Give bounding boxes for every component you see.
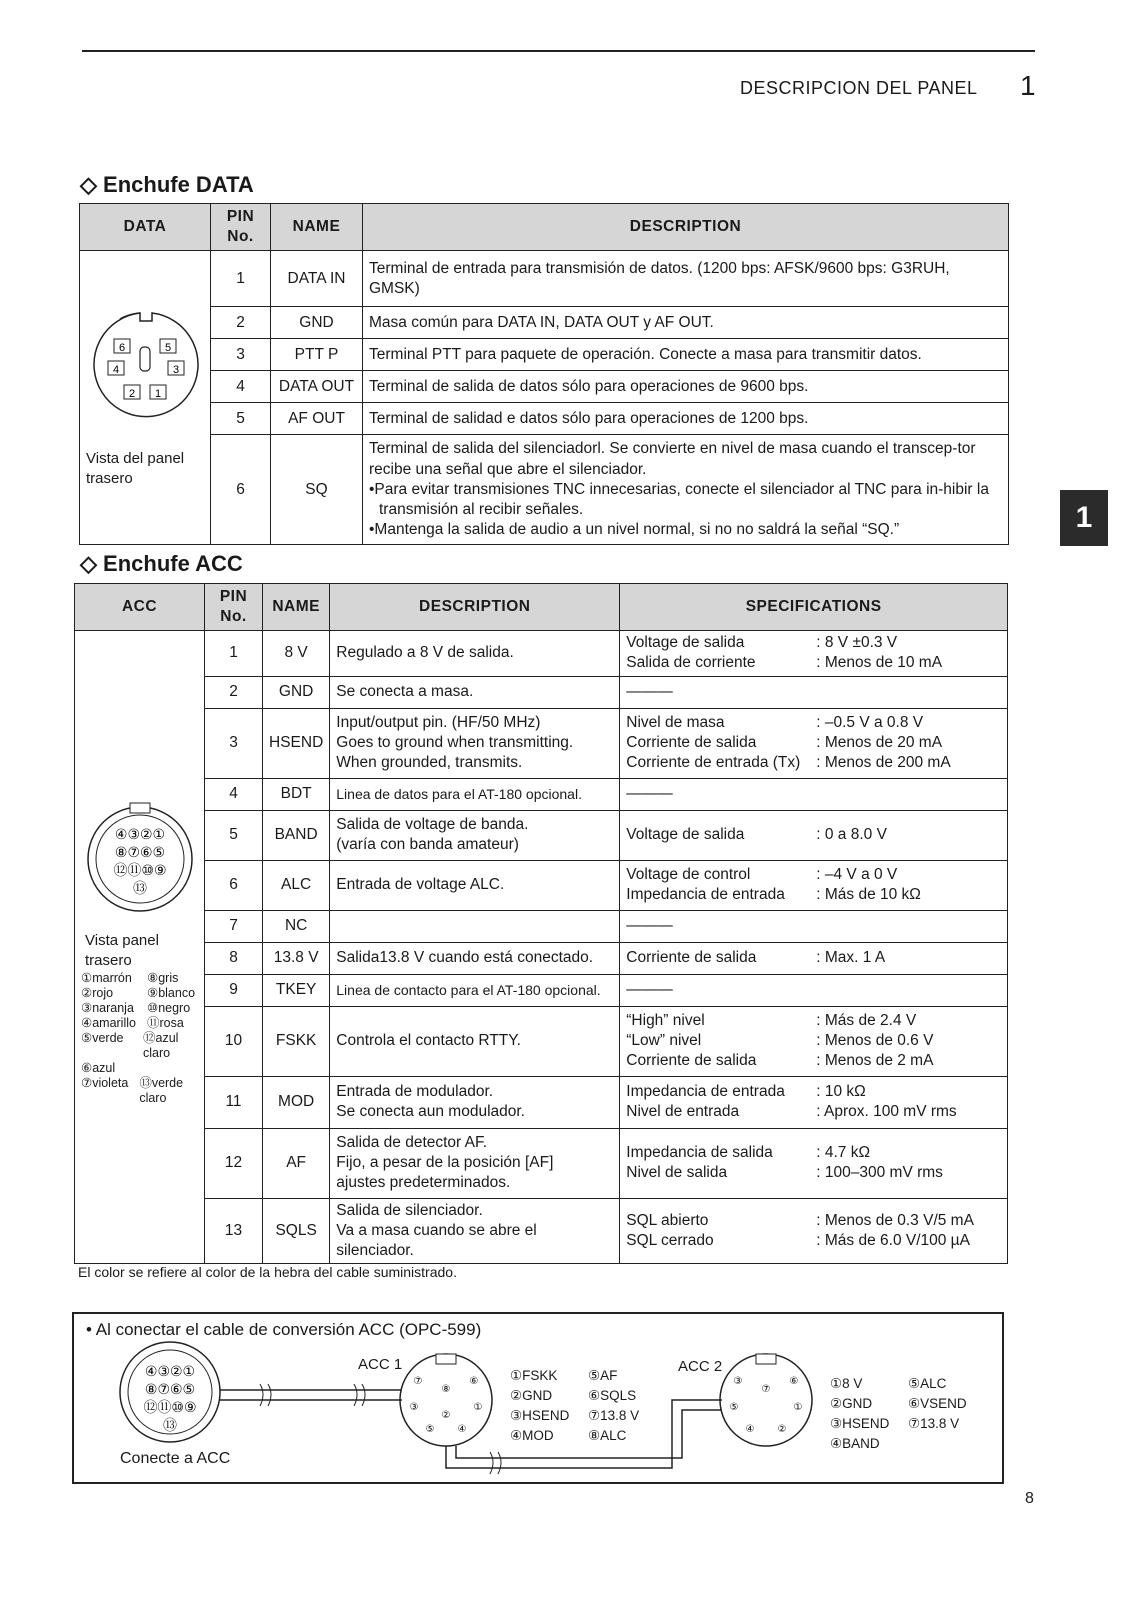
acc-row-pin: 2 [205,676,263,708]
acc-row-specification [620,810,1008,860]
acc-desc-line: Fijo, a pesar de la posición [AF] [336,1153,554,1171]
svg-text:⑦: ⑦ [761,1384,771,1395]
spec-key: Voltage de control [626,865,751,883]
acc-row-specification [620,860,1008,910]
svg-text:⑧⑦⑥⑤: ⑧⑦⑥⑤ [144,1382,196,1398]
acc-row-description [330,860,620,910]
spec-key: Corriente de salida [626,948,757,966]
pin-assignment: ⑦13.8 V [588,1408,640,1423]
acc-table-row [75,676,1008,708]
acc-desc-line: Entrada de modulador. [336,1082,494,1100]
acc-row-specification [620,942,1008,974]
acc-row-name: SQLS [263,1198,330,1263]
spec-value: : Más de 10 kΩ [816,886,921,904]
data-pin-5: 5 [164,342,172,355]
spec-value: : Más de 6.0 V/100 µA [816,1231,970,1249]
svg-text:④③②①: ④③②① [144,1364,196,1380]
data-section-title: ◇ Enchufe DATA [80,172,254,197]
page-number: 8 [1025,1490,1034,1507]
spec-value: : Menos de 0.3 V/5 mA [816,1211,974,1229]
acc-row-description [330,910,620,942]
pin-assignment-row [510,1426,639,1446]
acc-row-pin: 11 [205,1076,263,1128]
spec-key: Nivel de salida [626,1164,728,1182]
pin-assignment: ③HSEND [510,1408,570,1423]
data-row-pin: 5 [211,403,271,435]
header-rule [82,50,1035,52]
spec-key: ——— [626,916,673,934]
wire-color-legend [81,971,205,1106]
spec-line [626,633,1001,653]
acc-row-pin: 13 [205,1198,263,1263]
svg-text:⑥: ⑥ [469,1376,479,1387]
data-header-name: NAME [271,204,363,251]
acc-row-specification [620,1006,1008,1076]
acc2-label: ACC 2 [678,1358,723,1375]
pin-assignment: ②GND [510,1388,553,1403]
data-row-pin: 6 [211,435,271,545]
spec-line [626,784,1001,804]
acc-desc-line: Controla el contacto RTTY. [336,1031,521,1049]
spec-line [626,1143,1001,1163]
acc-connector-diagram [85,797,215,927]
acc-desc-line: (varía con banda amateur) [336,836,519,854]
spec-line [626,753,1001,773]
acc-row-name: 13.8 V [263,942,330,974]
pin-assignment-row [510,1386,639,1406]
spec-value: : Aprox. 100 mV rms [816,1103,957,1121]
spec-line [626,1102,1001,1122]
wire-color-row [81,986,205,1001]
wire-color-left: ④amarillo [81,1016,136,1031]
acc-desc-line: Entrada de voltage ALC. [336,875,505,893]
data-row-desc: Terminal PTT para paquete de operación. Conecte a masa para transmitir datos. [363,339,1009,371]
svg-text:④: ④ [457,1424,467,1435]
acc-desc-line: Salida de detector AF. [336,1133,488,1151]
data-pin-4: 4 [112,364,120,377]
spec-key: Impedancia de entrada [626,1082,785,1100]
spec-key: ——— [626,980,673,998]
spec-line [626,1051,1001,1071]
wire-color-left: ⑥azul [81,1061,116,1076]
data-pin-3: 3 [172,364,180,377]
acc-row-specification [620,1128,1008,1198]
data-row-pin: 2 [211,307,271,339]
page-header-title: DESCRIPCION DEL PANEL [740,78,978,98]
acc-row-name: GND [263,676,330,708]
acc-table-row [75,1198,1008,1263]
connect-acc-label: Conecte a ACC [120,1450,231,1467]
acc-table-row [75,708,1008,778]
data-row-name: DATA IN [271,251,363,307]
pin-assignment: ⑧ALC [588,1428,627,1443]
spec-line [626,653,1001,673]
wire-color-row [81,1016,205,1031]
pin-assignment-row [510,1366,639,1386]
data-row-desc: Terminal de entrada para transmisión de datos. (1200 bps: AFSK/9600 bps: G3RUH, GMSK) [363,251,1009,307]
spec-value: : Menos de 10 mA [816,654,943,672]
spec-key: Impedancia de entrada [626,886,785,904]
wire-color-row [81,1061,205,1076]
pin-assignment: ⑤ALC [908,1376,947,1391]
spec-key: ——— [626,784,673,802]
acc-row-description [330,942,620,974]
acc-row-name: HSEND [263,708,330,778]
acc-connector-pin-row: ④③②① [114,827,166,844]
acc-row-specification [620,1198,1008,1263]
pin-assignment: ⑥SQLS [588,1388,637,1403]
data-header-data: DATA [80,204,211,251]
data-row-pin: 4 [211,371,271,403]
acc-row-description [330,1076,620,1128]
spec-key: Corriente de salida [626,733,757,751]
data-row-desc: Terminal de salidad e datos sólo para operaciones de 1200 bps. [363,403,1009,435]
acc-desc-line: Se conecta aun modulador. [336,1103,525,1121]
data-row-name: SQ [271,435,363,545]
spec-key: “High” nivel [626,1011,705,1029]
svg-text:⑧: ⑧ [441,1384,451,1395]
acc-row-pin: 3 [205,708,263,778]
spec-line [626,1031,1001,1051]
acc-connector-pin-row: ⑫⑪⑩⑨ [113,863,167,880]
acc-row-pin: 5 [205,810,263,860]
acc-row-name: TKEY [263,974,330,1006]
data-row-name: AF OUT [271,403,363,435]
data-row-name: PTT P [271,339,363,371]
acc-table-row [75,974,1008,1006]
acc-connector-cell [75,631,205,1264]
data-row-desc-multi [363,435,1009,545]
spec-value: : Menos de 20 mA [816,733,943,751]
acc-desc-line: Regulado a 8 V de salida. [336,644,514,662]
acc-desc-line: Va a masa cuando se abre el silenciador. [336,1221,537,1259]
acc-table-body [75,631,1008,1264]
pin-assignment-row [830,1414,967,1434]
acc-row-pin: 10 [205,1006,263,1076]
chapter-tab: 1 [1060,490,1108,546]
spec-key: Impedancia de salida [626,1143,773,1161]
acc-table-row [75,1006,1008,1076]
spec-line [626,1011,1001,1031]
wire-color-right: ⑧gris [147,971,179,986]
spec-key: Salida de corriente [626,654,756,672]
spec-value: : Max. 1 A [816,948,886,966]
acc-table-row [75,1128,1008,1198]
cable-box-title: • Al conectar el cable de conversión ACC (OPC-599) [86,1320,482,1339]
acc-desc-line: Input/output pin. (HF/50 MHz) [336,713,541,731]
spec-key: Nivel de masa [626,713,725,731]
acc-desc-line: Linea de datos para el AT-180 opcional. [336,785,582,802]
acc-row-pin: 6 [205,860,263,910]
pin-assignment: ④BAND [830,1436,880,1451]
acc-row-description [330,778,620,810]
wire-color-right: ⑪rosa [147,1016,184,1031]
acc-row-specification [620,676,1008,708]
data-pin-2: 2 [128,388,136,401]
wire-color-left: ⑤verde [81,1031,124,1046]
spec-line [626,733,1001,753]
acc-desc-line: Se conecta a masa. [336,682,474,700]
spec-value: : 100–300 mV rms [816,1164,943,1182]
acc-row-description [330,708,620,778]
wire-color-right: ⑫azul claro [143,1031,179,1061]
acc-section-title: ◇ Enchufe ACC [80,551,243,576]
acc-row-description [330,676,620,708]
color-note: El color se refiere al color de la hebra del cable suministrado. [78,1264,457,1280]
acc-row-name: ALC [263,860,330,910]
acc-row-name: FSKK [263,1006,330,1076]
spec-key: SQL cerrado [626,1231,714,1249]
spec-line [626,1231,1001,1251]
acc-desc-line: ajustes predeterminados. [336,1174,511,1192]
acc-row-description [330,1128,620,1198]
acc-row-specification [620,974,1008,1006]
acc-header-pin: PIN No. [205,584,263,631]
acc-row-pin: 1 [205,631,263,676]
acc-row-name: BDT [263,778,330,810]
spec-value: : 8 V ±0.3 V [816,634,898,652]
spec-key: SQL abierto [626,1211,709,1229]
pin-assignment: ④MOD [510,1428,554,1443]
data-row-pin: 1 [211,251,271,307]
acc-header-specifications: SPECIFICATIONS [620,584,1008,631]
data-row-name: DATA OUT [271,371,363,403]
svg-text:③: ③ [409,1402,419,1413]
data-row-desc: Masa común para DATA IN, DATA OUT y AF OUT. [363,307,1009,339]
acc-row-description [330,1006,620,1076]
acc-header-acc: ACC [75,584,205,631]
spec-value: : 10 kΩ [816,1082,866,1100]
wire-color-row [81,1031,205,1061]
spec-value: : Menos de 2 mA [816,1052,934,1070]
acc-header-description: DESCRIPTION [330,584,620,631]
wire-color-row [81,1076,205,1106]
svg-text:②: ② [441,1410,451,1421]
wire-color-left: ②rojo [81,986,114,1001]
acc-header-name: NAME [263,584,330,631]
pin-assignment-row [830,1434,967,1454]
spec-key: Voltage de salida [626,825,745,843]
acc-connector-caption: Vista panel trasero [85,932,159,969]
pin-assignment: ⑥VSEND [908,1396,967,1411]
wire-color-row [81,1001,205,1016]
svg-text:①: ① [473,1402,483,1413]
acc-row-name: BAND [263,810,330,860]
wire-color-left: ①marrón [81,971,132,986]
spec-value: : Menos de 0.6 V [816,1031,934,1049]
spec-line [626,682,1001,702]
spec-line [626,825,1001,845]
spec-value: : 4.7 kΩ [816,1143,871,1161]
data-connector-caption: Vista del panel trasero [86,450,185,487]
svg-text:⑫⑪⑩⑨: ⑫⑪⑩⑨ [143,1400,197,1416]
spec-value: : 0 a 8.0 V [816,825,887,843]
acc-row-description [330,974,620,1006]
spec-value: : Más de 2.4 V [816,1011,917,1029]
pin-assignment-row [510,1406,639,1426]
acc-table-row [75,631,1008,676]
acc-row-pin: 12 [205,1128,263,1198]
spec-line [626,980,1001,1000]
svg-text:②: ② [777,1424,787,1435]
spec-key: Voltage de salida [626,634,745,652]
acc-row-name: AF [263,1128,330,1198]
acc2-pin-list [830,1374,967,1454]
data-pin-6: 6 [118,342,126,355]
pin-assignment: ②GND [830,1396,873,1411]
svg-text:③: ③ [733,1376,743,1387]
svg-text:⑦: ⑦ [413,1376,423,1387]
data-table [79,203,1009,545]
spec-line [626,1211,1001,1231]
pin-assignment: ①FSKK [510,1368,558,1383]
acc-desc-line: Linea de contacto para el AT-180 opcional. [336,981,601,998]
acc-row-specification [620,1076,1008,1128]
acc-row-pin: 9 [205,974,263,1006]
acc-desc-line: Salida13.8 V cuando está conectado. [336,948,594,966]
spec-line [626,885,1001,905]
acc-desc-line: Salida de voltage de banda. [336,815,529,833]
data-pin-1: 1 [154,388,162,401]
acc-row-specification [620,708,1008,778]
spec-key: ——— [626,682,673,700]
acc-table-row [75,942,1008,974]
data-desc-bullet: •Mantenga la salida de audio a un nivel normal, si no no saldrá la señal “SQ.” [369,520,900,538]
pin-assignment-row [830,1374,967,1394]
svg-text:⑬: ⑬ [163,1418,177,1434]
pin-assignment-row [830,1394,967,1414]
wire-color-right: ⑨blanco [147,986,196,1001]
spec-line [626,948,1001,968]
acc-row-specification [620,778,1008,810]
acc-row-pin: 4 [205,778,263,810]
acc-row-name: 8 V [263,631,330,676]
data-connector-cell [80,251,211,545]
data-header-pin: PIN No. [211,204,271,251]
svg-text:⑥: ⑥ [789,1376,799,1387]
data-desc-bullet: •Para evitar transmisiones TNC innecesarias, conecte el silenciador al TNC para in-hibir la transmisión al recibir señales. [369,480,989,518]
data-desc-line: Terminal de salida del silenciadorl. Se convierte en nivel de masa cuando el transcep-tor recibe una señal que abre el silenciador. [369,440,976,478]
pin-assignment: ⑤AF [588,1368,618,1383]
spec-key: “Low” nivel [626,1031,702,1049]
spec-value: : Menos de 200 mA [816,754,951,772]
spec-line [626,713,1001,733]
acc1-pin-list [510,1366,639,1446]
spec-line [626,1082,1001,1102]
acc-table [74,583,1008,1264]
acc-row-specification [620,631,1008,676]
spec-value: : –0.5 V a 0.8 V [816,713,924,731]
acc-desc-line: Salida de silenciador. [336,1201,483,1219]
spec-line [626,865,1001,885]
acc-connector-pin-row: ⑬ [133,881,147,898]
acc-row-description [330,810,620,860]
pin-assignment: ⑦13.8 V [908,1416,960,1431]
data-row-desc: Terminal de salida de datos sólo para operaciones de 9600 bps. [363,371,1009,403]
svg-text:⑤: ⑤ [729,1402,739,1413]
acc-desc-line: When grounded, transmits. [336,754,523,772]
pin-assignment: ①8 V [830,1376,863,1391]
chapter-number: 1 [1020,70,1036,101]
acc-row-specification [620,910,1008,942]
data-row-pin: 3 [211,339,271,371]
acc-row-description [330,1198,620,1263]
acc-row-name: NC [263,910,330,942]
pin-assignment: ③HSEND [830,1416,890,1431]
svg-text:⑤: ⑤ [425,1424,435,1435]
spec-key: Nivel de entrada [626,1103,740,1121]
svg-text:④: ④ [745,1424,755,1435]
spec-key: Corriente de entrada (Tx) [626,754,801,772]
acc-row-name: MOD [263,1076,330,1128]
wire-color-right: ⑩negro [147,1001,191,1016]
wire-color-right: ⑬verde claro [139,1076,184,1106]
spec-line [626,1163,1001,1183]
wire-color-row [81,971,205,986]
spec-value: : –4 V a 0 V [816,865,898,883]
wire-color-left: ⑦violeta [81,1076,129,1091]
spec-key: Corriente de salida [626,1052,757,1070]
wire-color-left: ③naranja [81,1001,134,1016]
svg-text:①: ① [793,1402,803,1413]
acc-connector-pin-row: ⑧⑦⑥⑤ [114,845,166,862]
acc-row-pin: 7 [205,910,263,942]
acc-desc-line: Goes to ground when transmitting. [336,733,574,751]
spec-line [626,916,1001,936]
acc-row-pin: 8 [205,942,263,974]
acc1-label: ACC 1 [358,1356,403,1373]
data-header-description: DESCRIPTION [363,204,1009,251]
acc-table-row [75,1076,1008,1128]
data-row-name: GND [271,307,363,339]
acc-row-description [330,631,620,676]
